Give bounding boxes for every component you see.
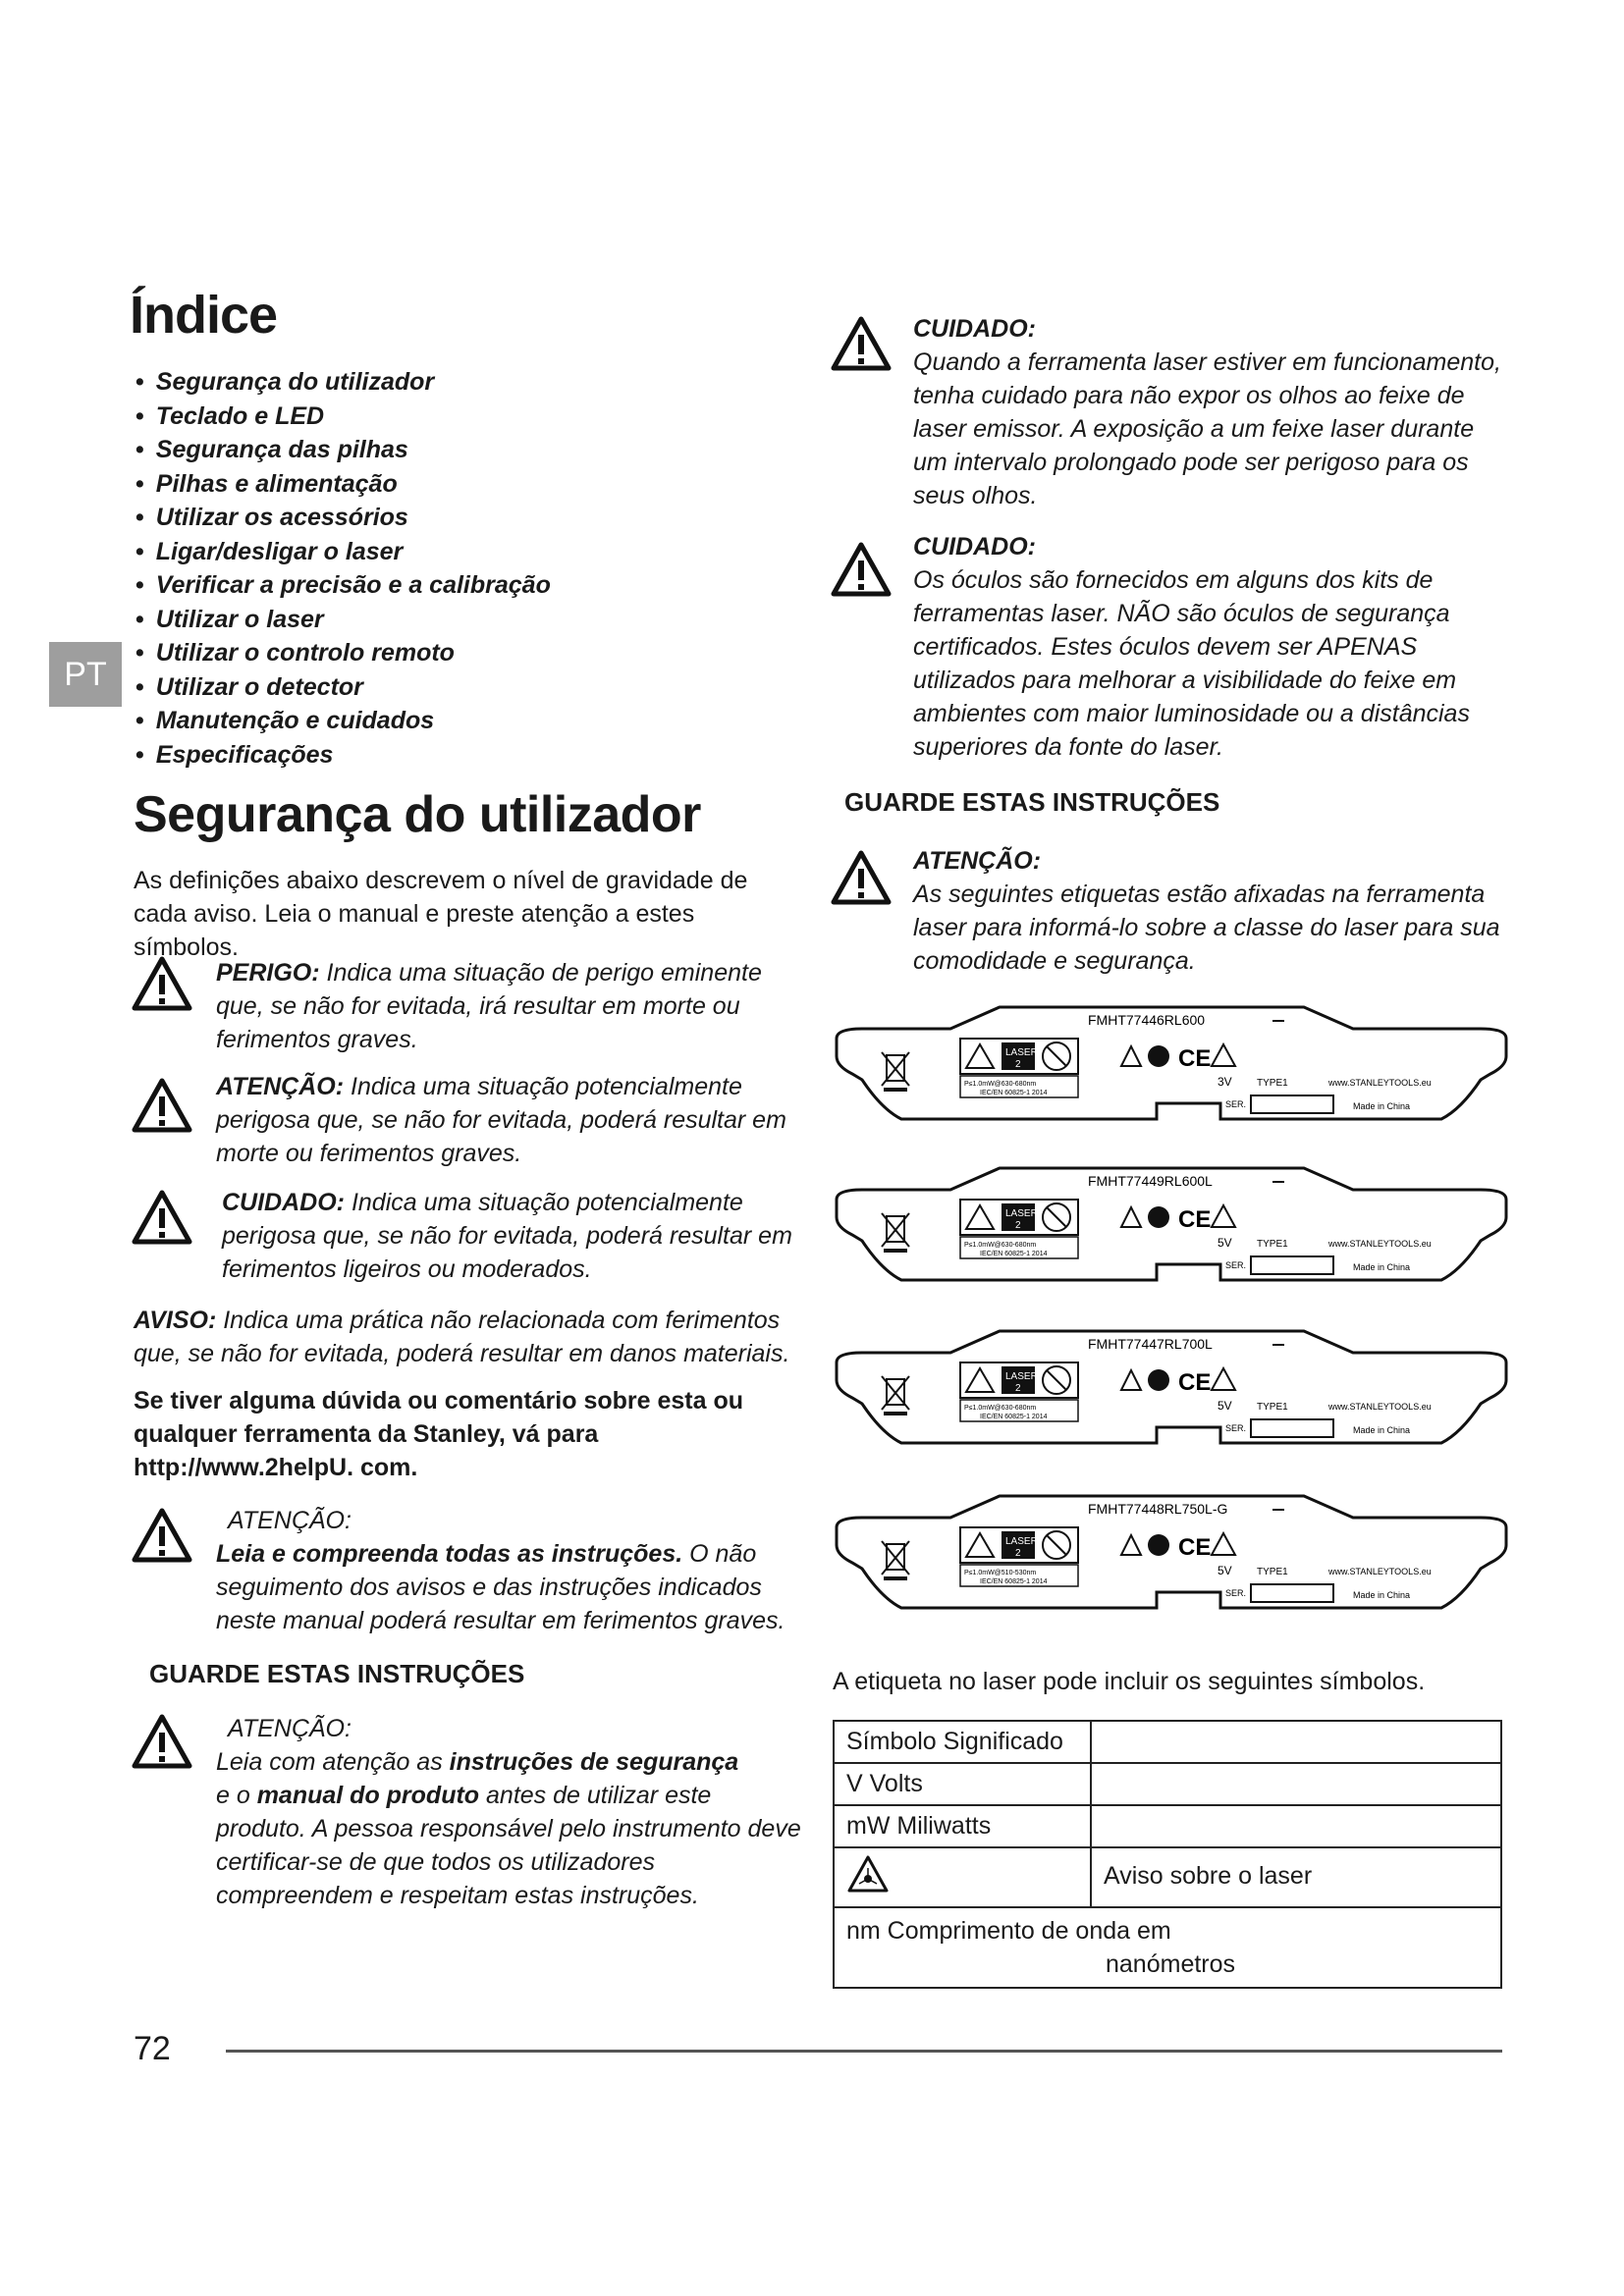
table-row bbox=[834, 1721, 1501, 1763]
toc-item[interactable]: • Verificar a precisão e a calibração bbox=[135, 568, 551, 603]
table-cell: Símbolo Significado bbox=[834, 1721, 1091, 1763]
laser-label-card bbox=[833, 1162, 1510, 1300]
label-type: TYPE1 bbox=[1257, 1402, 1288, 1413]
language-tab: PT bbox=[49, 642, 122, 707]
no-eye-icon bbox=[1148, 1206, 1169, 1228]
cuidado-text: Indica uma situação potencialmente perigosa que, se não for evitada, poderá resultar em ferimentos ligeiros ou moderados. bbox=[222, 1189, 792, 1283]
ce-mark: CE bbox=[1178, 1369, 1212, 1396]
label-type: TYPE1 bbox=[1257, 1078, 1288, 1089]
label-ser: SER. bbox=[1225, 1423, 1247, 1433]
toc-item[interactable]: • Utilizar os acessórios bbox=[135, 501, 551, 535]
cuidado-label: CUIDADO: bbox=[222, 1189, 345, 1216]
toc-item[interactable]: • Utilizar o controlo remoto bbox=[135, 636, 551, 670]
keep-instructions-heading: GUARDE ESTAS INSTRUÇÕES bbox=[844, 787, 1220, 817]
keep-instructions-heading: GUARDE ESTAS INSTRUÇÕES bbox=[149, 1659, 525, 1688]
label-type: TYPE1 bbox=[1257, 1567, 1288, 1577]
table-cell: V Volts bbox=[834, 1763, 1091, 1805]
warning2-body bbox=[216, 1745, 805, 1912]
warning-triangle-icon bbox=[132, 1078, 192, 1133]
table-cell bbox=[834, 1907, 1501, 1988]
label-standard: IEC/EN 60825-1 2014 bbox=[980, 1578, 1048, 1585]
toc-item[interactable]: • Ligar/desligar o laser bbox=[135, 535, 551, 569]
label-power: P≤1.0mW@630-680nm bbox=[964, 1242, 1037, 1249]
table-row bbox=[834, 1847, 1501, 1907]
no-eye-icon bbox=[1148, 1045, 1169, 1067]
intro-text: As definições abaixo descrevem o nível de gravidade de cada aviso. Leia o manual e preste atenção a estes símbolos. bbox=[134, 867, 748, 961]
label-standard: IEC/EN 60825-1 2014 bbox=[980, 1414, 1048, 1420]
warning-triangle-icon bbox=[831, 316, 892, 371]
label-voltage: 5V bbox=[1218, 1399, 1232, 1413]
aviso-definition bbox=[134, 1304, 811, 1370]
label-standard: IEC/EN 60825-1 2014 bbox=[980, 1251, 1048, 1257]
label-ser: SER. bbox=[1225, 1588, 1247, 1598]
table-cell bbox=[1091, 1763, 1501, 1805]
ce-mark: CE bbox=[1178, 1206, 1212, 1233]
warning1-bold: Leia e compreenda todas as instruções. bbox=[216, 1540, 683, 1568]
label-voltage: 5V bbox=[1218, 1564, 1232, 1577]
laser-warning-icon bbox=[846, 1854, 890, 1894]
attention-title: ATENÇÃO: bbox=[913, 847, 1042, 875]
ce-mark: CE bbox=[1178, 1045, 1212, 1072]
warning2-bold-d: manual do produto bbox=[256, 1782, 480, 1809]
attention-text: As seguintes etiquetas estão afixadas na ferramenta laser para informá-lo sobre a classe do laser para sua comodidade e segurança. bbox=[913, 881, 1500, 975]
table-cell bbox=[1091, 1805, 1501, 1847]
perigo-definition bbox=[216, 956, 805, 1056]
warning-triangle-icon bbox=[132, 956, 192, 1011]
wavelength-text: nm Comprimento de onda em bbox=[846, 1917, 1171, 1945]
warning-triangle-icon bbox=[831, 850, 892, 905]
table-row bbox=[834, 1805, 1501, 1847]
atencao-definition bbox=[216, 1070, 805, 1170]
caution2-title: CUIDADO: bbox=[913, 533, 1036, 561]
table-cell bbox=[834, 1847, 1091, 1907]
ce-mark: CE bbox=[1178, 1534, 1212, 1561]
aviso-label: AVISO: bbox=[134, 1307, 217, 1334]
warning1-body bbox=[216, 1537, 805, 1637]
aviso-text: Indica uma prática não relacionada com ferimentos que, se não for evitada, poderá resultar em danos materiais. bbox=[134, 1307, 790, 1367]
laser-label-text: LASER bbox=[1005, 1536, 1038, 1547]
symbols-table bbox=[833, 1720, 1502, 1989]
toc-item[interactable]: • Manutenção e cuidados bbox=[135, 704, 551, 738]
table-cell: Aviso sobre o laser bbox=[1091, 1847, 1501, 1907]
label-site: www.STANLEYTOOLS.eu bbox=[1328, 1239, 1432, 1249]
warning1-title: ATENÇÃO: bbox=[228, 1507, 352, 1534]
label-made: Made in China bbox=[1353, 1590, 1411, 1600]
table-row bbox=[834, 1907, 1501, 1988]
warning1-text: O não seguimento dos avisos e das instruções indicados neste manual poderá resultar em ferimentos graves. bbox=[216, 1540, 785, 1634]
warning-triangle-icon bbox=[132, 1714, 192, 1769]
page-number: 72 bbox=[134, 2030, 171, 2067]
toc-item[interactable]: • Especificações bbox=[135, 738, 551, 773]
warning-triangle-icon bbox=[132, 1508, 192, 1563]
cuidado-definition bbox=[222, 1186, 811, 1286]
atencao-text: Indica uma situação potencialmente perigosa que, se não for evitada, poderá resultar em morte ou ferimentos graves. bbox=[216, 1073, 786, 1167]
perigo-text: Indica uma situação de perigo eminente que, se não for evitada, irá resultar em morte ou ferimentos graves. bbox=[216, 959, 762, 1053]
warning2-title: ATENÇÃO: bbox=[228, 1715, 352, 1742]
label-voltage: 3V bbox=[1218, 1075, 1232, 1089]
toc-item[interactable]: • Segurança do utilizador bbox=[135, 365, 551, 400]
laser-label-card bbox=[833, 1490, 1510, 1628]
warning2-text-c: e o bbox=[216, 1782, 257, 1809]
label-made: Made in China bbox=[1353, 1425, 1411, 1435]
label-ser: SER. bbox=[1225, 1099, 1247, 1109]
toc-item[interactable]: • Utilizar o detector bbox=[135, 670, 551, 705]
label-site: www.STANLEYTOOLS.eu bbox=[1328, 1402, 1432, 1412]
laser-label-text: LASER bbox=[1005, 1047, 1038, 1058]
laser-label-card bbox=[833, 1325, 1510, 1463]
warning2-bold-b: instruções de segurança bbox=[449, 1748, 739, 1776]
warning-triangle-icon bbox=[132, 1190, 192, 1245]
label-made: Made in China bbox=[1353, 1101, 1411, 1111]
caution1-title: CUIDADO: bbox=[913, 315, 1036, 343]
warning-triangle-icon bbox=[831, 542, 892, 597]
no-eye-icon bbox=[1148, 1534, 1169, 1556]
laser-class-text: 2 bbox=[1015, 1059, 1021, 1070]
table-cell bbox=[1091, 1721, 1501, 1763]
perigo-label: PERIGO: bbox=[216, 959, 320, 987]
laser-class-text: 2 bbox=[1015, 1548, 1021, 1559]
label-ser: SER. bbox=[1225, 1260, 1247, 1270]
label-model: FMHT77448RL750L-G bbox=[1088, 1501, 1228, 1517]
label-standard: IEC/EN 60825-1 2014 bbox=[980, 1090, 1048, 1096]
label-power: P≤1.0mW@630-680nm bbox=[964, 1405, 1037, 1412]
laser-label-card bbox=[833, 1001, 1510, 1139]
section-title: Segurança do utilizador bbox=[134, 786, 701, 843]
toc-list bbox=[135, 365, 551, 772]
label-type: TYPE1 bbox=[1257, 1239, 1288, 1250]
atencao-label: ATENÇÃO: bbox=[216, 1073, 345, 1100]
label-model: FMHT77449RL600L bbox=[1088, 1173, 1213, 1189]
warning2-text-a: Leia com atenção as bbox=[216, 1748, 450, 1776]
caution1-text: Quando a ferramenta laser estiver em funcionamento, tenha cuidado para não expor os olhos ao feixe de laser emissor. A exposição a um feixe laser durante um intervalo prolongado pode ser perigoso para os seus olhos. bbox=[913, 348, 1501, 509]
wavelength-text-cont: nanómetros bbox=[1106, 1950, 1236, 1978]
toc-title: Índice bbox=[130, 286, 278, 345]
toc-item[interactable]: • Teclado e LED bbox=[135, 400, 551, 434]
label-model: FMHT77447RL700L bbox=[1088, 1336, 1213, 1352]
label-site: www.STANLEYTOOLS.eu bbox=[1328, 1078, 1432, 1088]
laser-label-text: LASER bbox=[1005, 1371, 1038, 1382]
toc-item[interactable]: • Segurança das pilhas bbox=[135, 433, 551, 467]
label-model: FMHT77446RL600 bbox=[1088, 1012, 1206, 1028]
table-cell: mW Miliwatts bbox=[834, 1805, 1091, 1847]
label-power: P≤1.0mW@510-530nm bbox=[964, 1570, 1037, 1576]
table-row bbox=[834, 1763, 1501, 1805]
laser-class-text: 2 bbox=[1015, 1220, 1021, 1231]
caution2-text: Os óculos são fornecidos em alguns dos kits de ferramentas laser. NÃO são óculos de segurança certificados. Estes óculos devem ser APENAS utilizados para melhorar a visibilidade do feixe em ambientes com maior luminosidade ou a distâncias superiores da fonte do laser. bbox=[913, 566, 1470, 761]
label-made: Made in China bbox=[1353, 1262, 1411, 1272]
laser-class-text: 2 bbox=[1015, 1383, 1021, 1394]
warning2-text-e: antes de utilizar este produto. A pessoa responsável pelo instrumento deve certificar-se de que todos os utilizadores compreendem e respeitam estas instruções. bbox=[216, 1782, 801, 1909]
label-power: P≤1.0mW@630-680nm bbox=[964, 1081, 1037, 1088]
toc-item[interactable]: • Utilizar o laser bbox=[135, 603, 551, 637]
contact-text: Se tiver alguma dúvida ou comentário sobre esta ou qualquer ferramenta da Stanley, vá para http://www.2helpU. com. bbox=[134, 1387, 743, 1481]
no-eye-icon bbox=[1148, 1369, 1169, 1391]
laser-label-text: LASER bbox=[1005, 1208, 1038, 1219]
symbols-intro: A etiqueta no laser pode incluir os seguintes símbolos. bbox=[833, 1668, 1426, 1695]
label-voltage: 5V bbox=[1218, 1236, 1232, 1250]
toc-item[interactable]: • Pilhas e alimentação bbox=[135, 467, 551, 502]
label-site: www.STANLEYTOOLS.eu bbox=[1328, 1567, 1432, 1576]
footer-rule bbox=[226, 2050, 1502, 2053]
